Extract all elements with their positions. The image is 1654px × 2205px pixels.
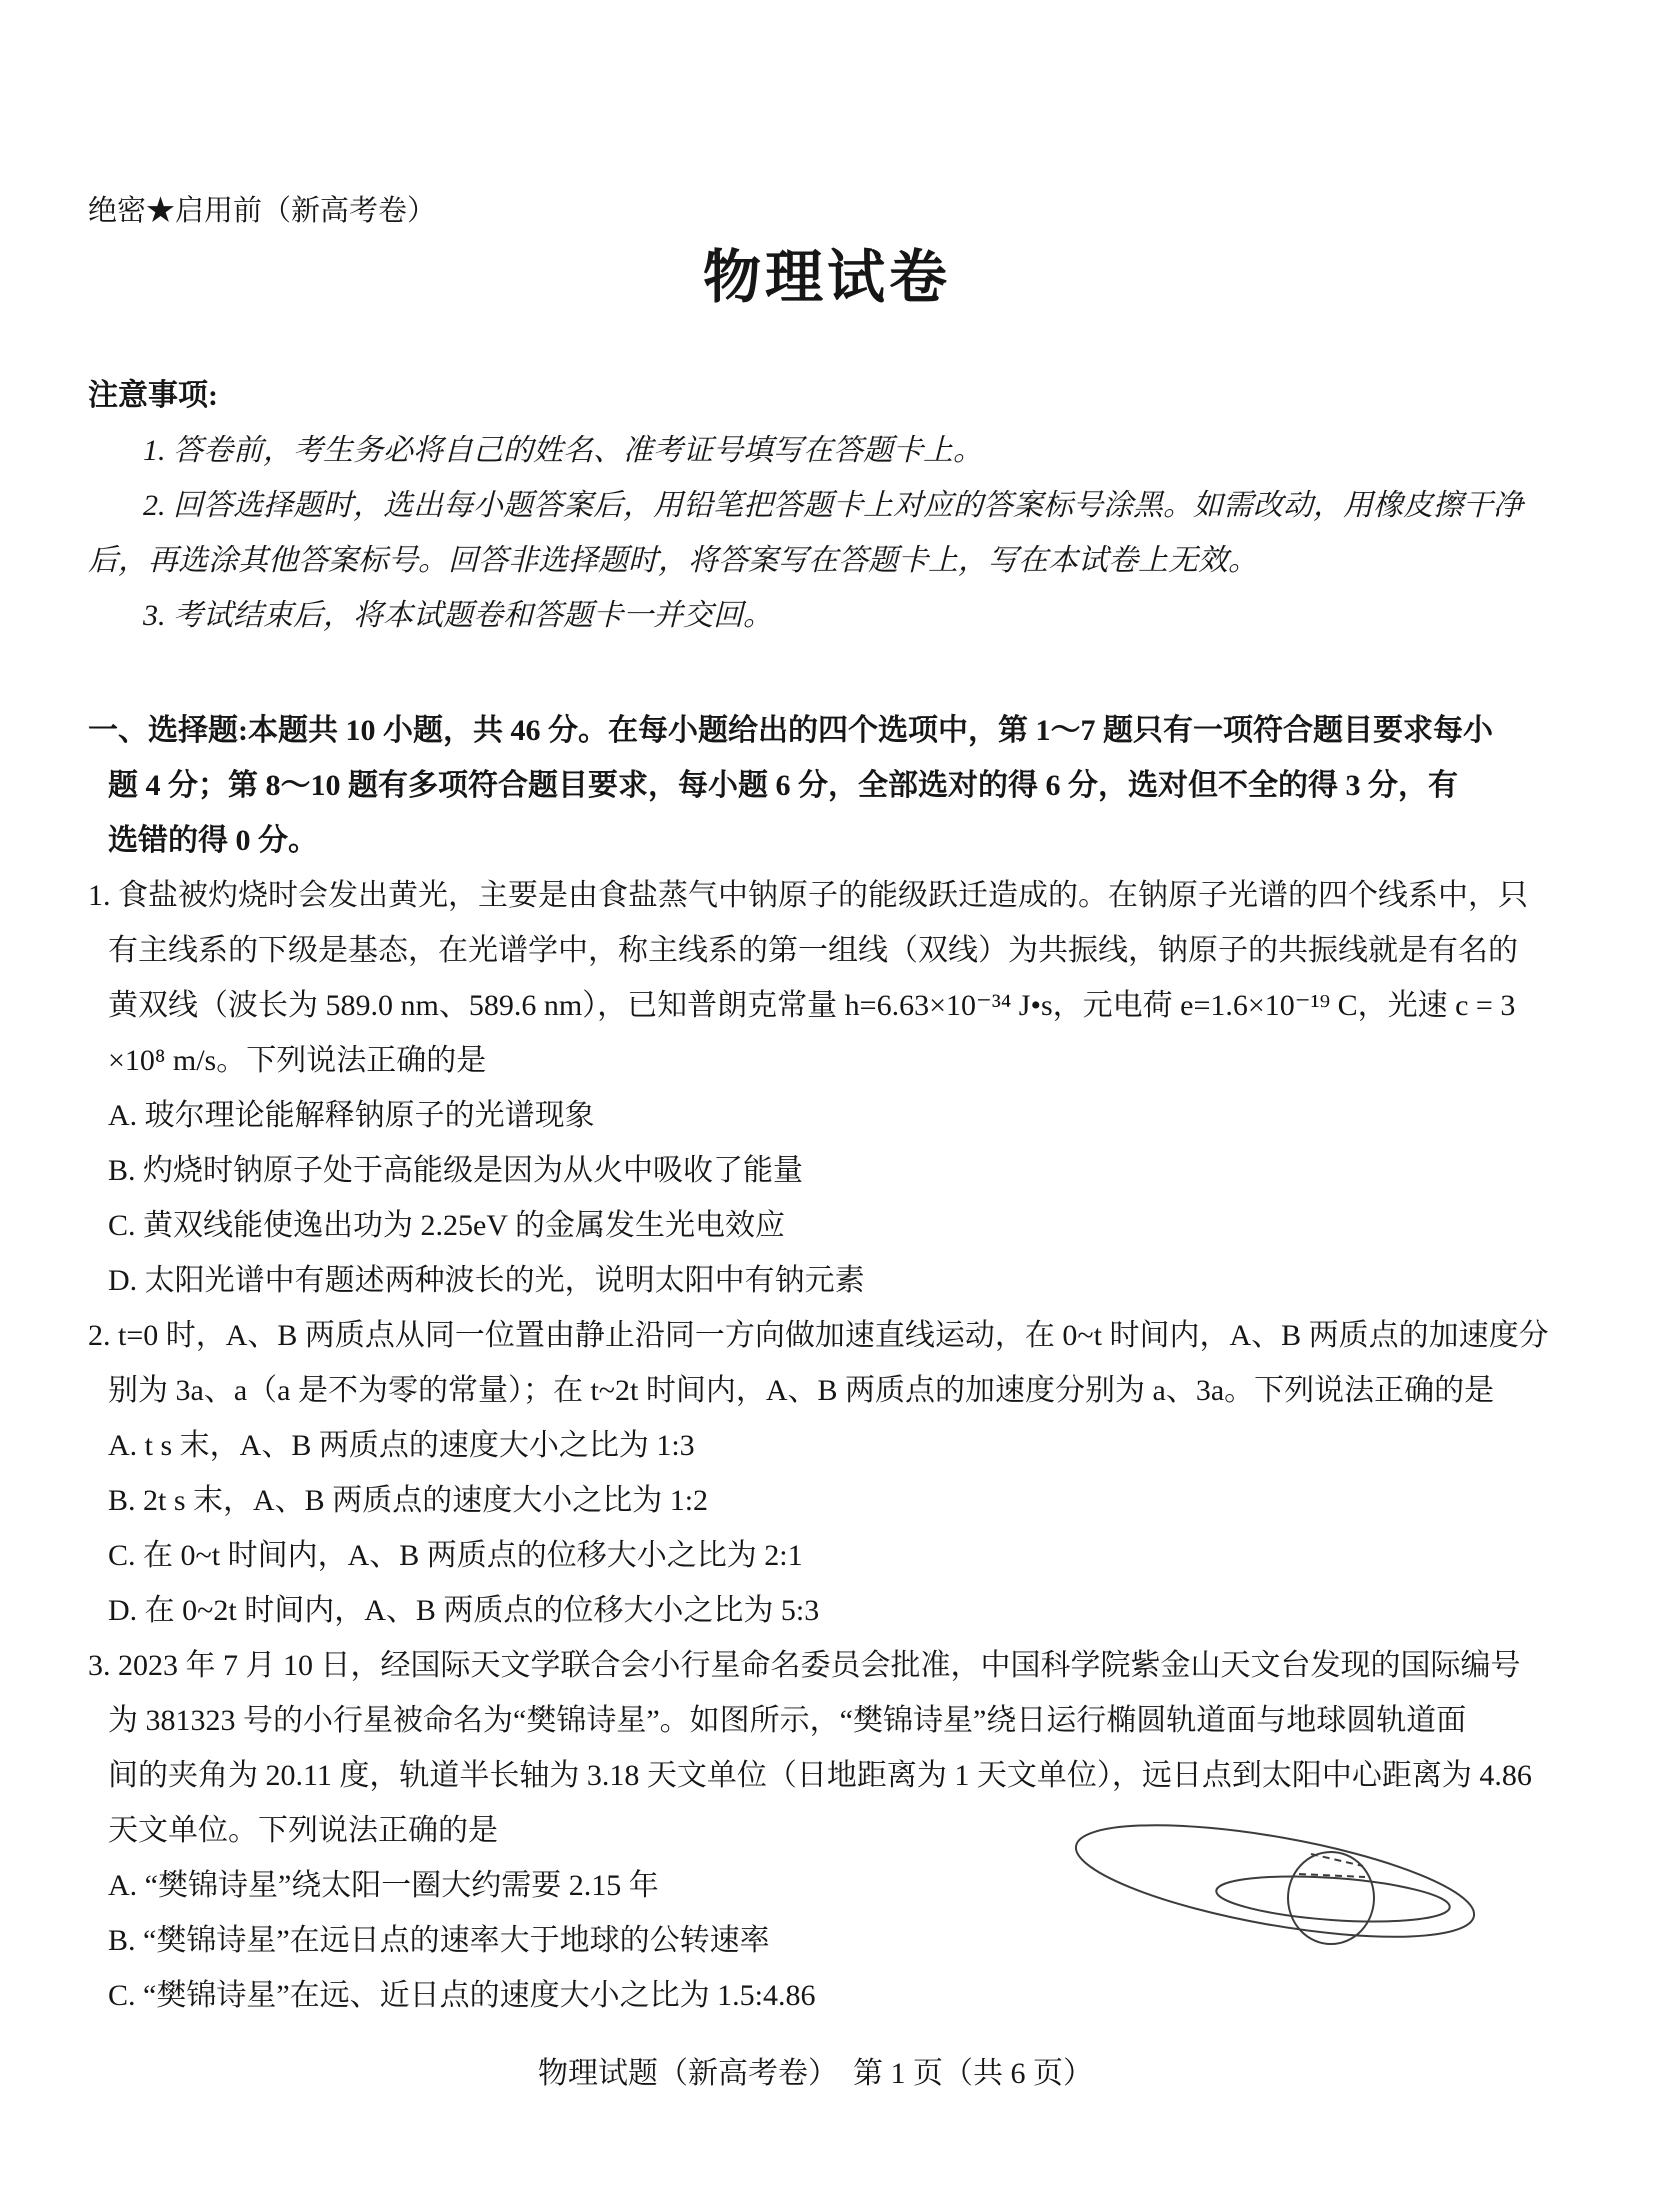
- question-2-option: D. 在 0~2t 时间内，A、B 两质点的位移大小之比为 5:3: [108, 1594, 820, 1627]
- orbit-diagram: [1063, 1810, 1483, 1955]
- question-3-stem-line: 为 381323 号的小行星被命名为“樊锦诗星”。如图所示，“樊锦诗星”绕日运行椭圆轨道面与地球圆轨道面: [108, 1704, 1467, 1737]
- notice-item-line: 2. 回答选择题时，选出每小题答案后，用铅笔把答题卡上对应的答案标号涂黑。如需改动，用橡皮擦干净: [143, 489, 1523, 522]
- question-1-option: B. 灼烧时钠原子处于高能级是因为从火中吸收了能量: [108, 1154, 804, 1187]
- page-footer: 物理试题（新高考卷） 第 1 页（共 6 页）: [538, 2057, 1093, 2090]
- question-1-stem-line: 有主线系的下级是基态，在光谱学中，称主线系的第一组线（双线）为共振线，钠原子的共振线就是有名的: [108, 934, 1518, 967]
- question-1-option: C. 黄双线能使逸出功为 2.25eV 的金属发生光电效应: [108, 1209, 785, 1242]
- section-heading-line: 一、选择题:本题共 10 小题，共 46 分。在每小题给出的四个选项中，第 1～7 题只有一项符合题目要求每小: [88, 714, 1493, 747]
- question-3-stem-line: 天文单位。下列说法正确的是: [108, 1814, 498, 1847]
- question-2-stem-line: 别为 3a、a（a 是不为零的常量）；在 t~2t 时间内，A、B 两质点的加速度分别为 a、3a。下列说法正确的是: [108, 1374, 1495, 1407]
- page-title: 物理试卷: [702, 245, 951, 310]
- question-3-option: A. “樊锦诗星”绕太阳一圈大约需要 2.15 年: [108, 1869, 659, 1902]
- question-1-stem-line: ×10⁸ m/s。下列说法正确的是: [108, 1044, 487, 1077]
- section-heading-line: 选错的得 0 分。: [108, 824, 318, 857]
- notice-heading: 注意事项:: [88, 379, 218, 412]
- question-2-option: C. 在 0~t 时间内，A、B 两质点的位移大小之比为 2:1: [108, 1539, 803, 1572]
- question-2-option: A. t s 末，A、B 两质点的速度大小之比为 1:3: [108, 1429, 695, 1462]
- notice-item-line: 1. 答卷前，考生务必将自己的姓名、准考证号填写在答题卡上。: [143, 434, 983, 467]
- notice-item-line: 3. 考试结束后，将本试题卷和答题卡一并交回。: [143, 599, 773, 632]
- question-1-stem-line: 黄双线（波长为 589.0 nm、589.6 nm），已知普朗克常量 h=6.63×10⁻³⁴ J•s，元电荷 e=1.6×10⁻¹⁹ C，光速 c = 3: [108, 989, 1516, 1022]
- question-1-option: A. 玻尔理论能解释钠原子的光谱现象: [108, 1099, 595, 1132]
- security-label: 绝密★启用前（新高考卷）: [88, 195, 437, 227]
- question-3-option: B. “樊锦诗星”在远日点的速率大于地球的公转速率: [108, 1924, 770, 1957]
- question-1-option: D. 太阳光谱中有题述两种波长的光，说明太阳中有钠元素: [108, 1264, 865, 1297]
- question-3-option: C. “樊锦诗星”在远、近日点的速度大小之比为 1.5:4.86: [108, 1979, 816, 2012]
- question-3-stem-line: 3. 2023 年 7 月 10 日，经国际天文学联合会小行星命名委员会批准，中国科学院紫金山天文台发现的国际编号: [88, 1649, 1521, 1682]
- asteroid-orbit-ellipse: [1068, 1810, 1481, 1955]
- question-1-stem-line: 1. 食盐被灼烧时会发出黄光，主要是由食盐蒸气中钠原子的能级跃迁造成的。在钠原子光谱的四个线系中，只: [88, 879, 1528, 912]
- content-flow: [88, 368, 1588, 2023]
- notice-item-line: 后，再选涂其他答案标号。回答非选择题时，将答案写在答题卡上，写在本试卷上无效。: [88, 544, 1258, 577]
- earth-orbit-ellipse: [1215, 1870, 1451, 1928]
- question-2-option: B. 2t s 末，A、B 两质点的速度大小之比为 1:2: [108, 1484, 709, 1517]
- section-heading-line: 题 4 分；第 8～10 题有多项符合题目要求，每小题 6 分，全部选对的得 6 分，选对但不全的得 3 分，有: [108, 769, 1458, 802]
- question-2-stem-line: 2. t=0 时，A、B 两质点从同一位置由静止沿同一方向做加速直线运动，在 0~t 时间内，A、B 两质点的加速度分: [88, 1319, 1549, 1352]
- question-3-stem-line: 间的夹角为 20.11 度，轨道半长轴为 3.18 天文单位（日地距离为 1 天文单位），远日点到太阳中心距离为 4.86: [108, 1759, 1532, 1792]
